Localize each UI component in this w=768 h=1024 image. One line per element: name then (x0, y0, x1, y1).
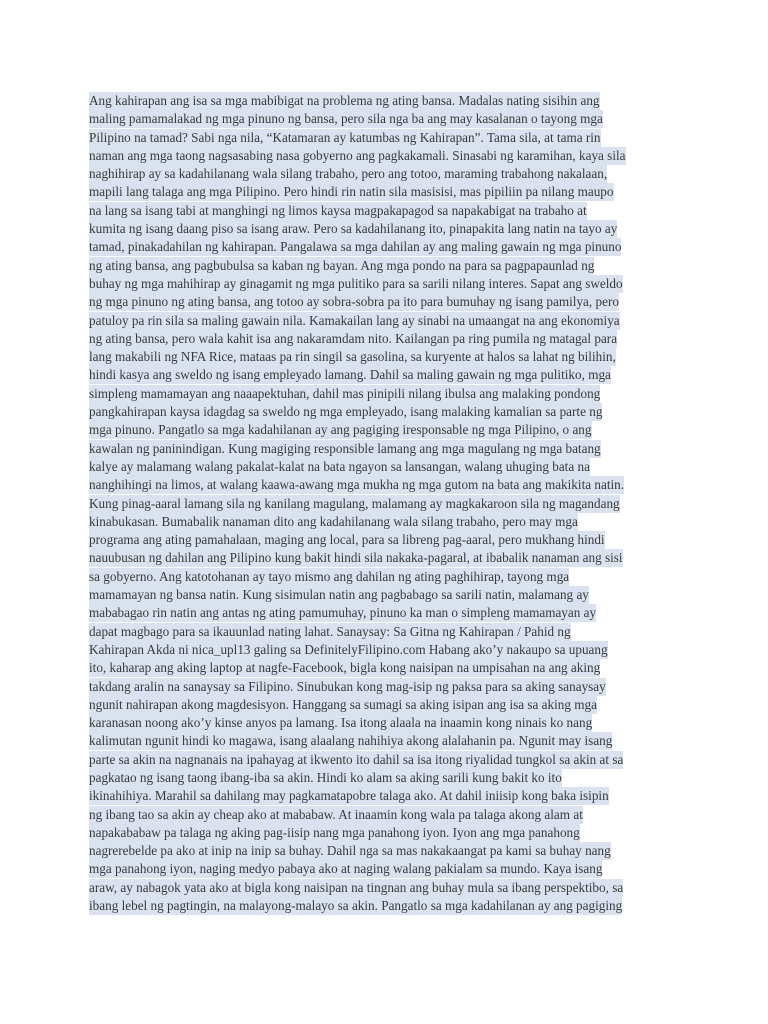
text-line-content: kalimutan ngunit hindi ko magawa, isang alaalang nahihiya akong alalahanin pa. Ngunit may isang (89, 733, 613, 749)
text-line-content: ikinahihiya. Marahil sa dahilang may pagkamatapobre talaga ako. At dahil iniisip kong baka isipin (89, 788, 609, 804)
text-line (89, 220, 679, 238)
text-line-content: ng mga pinuno ng ating bansa, ang totoo ay sobra-sobra pa ito para bumuhay ng isang pamilya, pero (89, 294, 619, 310)
text-line-content: ito, kaharap ang aking laptop at nagfe-Facebook, bigla kong naisipan na umpisahan na ang aking (89, 660, 601, 676)
text-line-content: ng ating bansa, pero wala kahit isa ang nakaramdam nito. Kailangan pa ring pumila ng matagal para (89, 330, 618, 346)
text-line (89, 751, 679, 769)
text-line-content: Kung pinag-aaral lamang sila ng kanilang magulang, malamang ay magkakaroon sila ng magandang (89, 495, 620, 511)
text-line (89, 604, 679, 622)
text-line (89, 623, 679, 641)
text-line (89, 330, 679, 348)
text-line-content: Pilipino na tamad? Sabi nga nila, “Katamaran ay katumbas ng Kahirapan”. Tama sila, at tama rin (89, 129, 601, 145)
text-line (89, 787, 679, 805)
text-line-content: takdang aralin na sanaysay sa Filipino. Sinubukan kong mag-isip ng paksa para sa aking sanaysay (89, 678, 606, 694)
text-line-content: ng ating bansa, ang pagbubulsa sa kaban ng bayan. Ang mga pondo na para sa pagpapaunlad ng (89, 257, 595, 273)
text-line-content: ngunit nahirapan akong magdesisyon. Hanggang sa sumagi sa aking isipan ang isa sa aking mga (89, 696, 597, 712)
text-line (89, 897, 679, 915)
text-line-content: pangkahirapan kaysa idagdag sa sweldo ng mga empleyado, isang malaking kamalian sa parte ng (89, 404, 603, 420)
text-line (89, 860, 679, 878)
text-line (89, 678, 679, 696)
text-line-content: nagrerebelde pa ako at inip na inip sa buhay. Dahil nga sa mas nakakaangat pa kami sa buhay nang (89, 843, 611, 859)
text-line (89, 92, 679, 110)
text-line-content: patuloy pa rin sila sa maling gawain nila. Kamakailan lang ay sinabi na umaangat na ang ekonomiya (89, 312, 620, 328)
text-line (89, 421, 679, 439)
text-line (89, 476, 679, 494)
text-line (89, 769, 679, 787)
text-line-content: sa gobyerno. Ang katotohanan ay tayo mismo ang dahilan ng ating paghihirap, tayong mga (89, 568, 570, 584)
text-line-content: naghihirap ay sa kadahilanang wala silang trabaho, pero ang totoo, maraming trabahong nakalaan, (89, 166, 608, 182)
text-line (89, 842, 679, 860)
text-line (89, 696, 679, 714)
text-line-content: na lang sa isang tabi at manghingi ng limos kaysa magpakapagod sa napakabigat na trabaho at (89, 202, 587, 218)
text-line-content: buhay ng mga mahihirap ay ginagamit ng mga pulitiko para sa sarili nilang interes. Sapat ang sweldo (89, 275, 623, 291)
text-line-content: maling pamamalakad ng mga pinuno ng bansa, pero sila nga ba ang may kasalanan o tayong mga (89, 111, 603, 127)
text-line-content: mapili lang talaga ang mga Pilipino. Pero hindi rin natin sila masisisi, mas pipiliin pa nilang maupo (89, 184, 614, 200)
text-line-content: pagkatao ng isang taong ibang-iba sa akin. Hindi ko alam sa aking sarili kung bakit ko ito (89, 769, 562, 785)
text-line-content: nauubusan ng dahilan ang Pilipino kung bakit hindi sila nakaka-pagaral, at ibabalik nanaman ang sisi (89, 550, 623, 566)
text-line (89, 348, 679, 366)
text-line-content: Kahirapan Akda ni nica_upl13 galing sa DefinitelyFilipino.com Habang ako’y nakaupo sa upuang (89, 641, 608, 657)
text-line-content: mga panahong iyon, naging medyo pabaya ako at naging walang pakialam sa mundo. Kaya isang (89, 861, 603, 877)
text-line-content: mababagao rin natin ang antas ng ating pamumuhay, pinuno ka man o simpleng mamamayan ay (89, 605, 597, 621)
text-line (89, 440, 679, 458)
text-line-content: lang makabili ng NFA Rice, mataas pa rin singil sa gasolina, sa kuryente at halos sa lahat ng bilihin, (89, 349, 616, 365)
text-line-content: mga pinuno. Pangatlo sa mga kadahilanan ay ang pagiging iresponsable ng mga Pilipino, o ang (89, 422, 592, 438)
text-line (89, 531, 679, 549)
document-body (89, 92, 679, 915)
text-line (89, 495, 679, 513)
text-line (89, 257, 679, 275)
text-line (89, 147, 679, 165)
text-line (89, 513, 679, 531)
text-line-content: kinabukasan. Bumabalik nanaman dito ang kadahilanang wala silang trabaho, pero may mga (89, 513, 578, 529)
text-line (89, 202, 679, 220)
text-line-content: programa ang ating pamahalaan, maging ang local, para sa libreng pag-aaral, pero mukhang hindi (89, 532, 605, 548)
text-line-content: araw, ay nabagok yata ako at bigla kong naisipan na tingnan ang buhay mula sa ibang perspektibo, sa (89, 879, 624, 895)
text-line (89, 879, 679, 897)
text-line-content: kawalan ng paninindigan. Kung magiging responsible lamang ang mga magulang ng mga batang (89, 440, 601, 456)
text-line (89, 238, 679, 256)
text-line (89, 714, 679, 732)
text-line-content: nanghihingi na limos, at walang kaawa-awang mga mukha ng mga gutom na bata ang makikita natin. (89, 477, 625, 493)
text-line (89, 385, 679, 403)
text-line-content: kumita ng isang daang piso sa isang araw. Pero sa kadahilanang ito, pinapakita lang natin na tayo ay (89, 221, 618, 237)
text-line (89, 568, 679, 586)
text-line (89, 403, 679, 421)
text-line-content: hindi kasya ang sweldo ng isang empleyado lamang. Dahil sa maling gawain ng mga pulitiko, mga (89, 367, 611, 383)
text-line-content: parte sa akin na nagnanais na ipahayag at ikwento ito dahil sa isa itong riyalidad tungkol sa akin at sa (89, 751, 624, 767)
text-line-content: kalye ay malamang walang pakalat-kalat na bata ngayon sa lansangan, walang uhuging bata na (89, 458, 590, 474)
text-line-content: tamad, pinakadahilan ng kahirapan. Pangalawa sa mga dahilan ay ang maling gawain ng mga pinuno (89, 239, 622, 255)
text-line-content: dapat magbago para sa ikauunlad nating lahat. Sanaysay: Sa Gitna ng Kahirapan / Pahid ng (89, 623, 571, 639)
text-line (89, 806, 679, 824)
text-line (89, 641, 679, 659)
text-line-content: napakababaw pa talaga ng aking pag-iisip nang mga panahong iyon. Iyon ang mga panahong (89, 824, 580, 840)
text-line (89, 366, 679, 384)
text-line (89, 659, 679, 677)
text-line (89, 129, 679, 147)
text-line (89, 293, 679, 311)
text-line (89, 275, 679, 293)
text-line (89, 458, 679, 476)
text-line-content: ibang lebel ng pagtingin, na malayong-malayo sa akin. Pangatlo sa mga kadahilanan ay ang pagiging (89, 898, 623, 914)
text-line-content: mamamayan ng bansa natin. Kung sisimulan natin ang pagbabago sa sarili natin, malamang ay (89, 587, 589, 603)
text-line (89, 824, 679, 842)
text-line (89, 549, 679, 567)
text-line (89, 183, 679, 201)
text-line-content: naman ang mga taong nagsasabing nasa gobyerno ang pagkakamali. Sinasabi ng karamihan, kaya sila (89, 147, 626, 163)
text-line (89, 165, 679, 183)
text-line (89, 586, 679, 604)
text-line (89, 732, 679, 750)
text-line-content: Ang kahirapan ang isa sa mga mabibigat na problema ng ating bansa. Madalas nating sisihin ang (89, 93, 600, 108)
text-line-content: ng ibang tao sa akin ay cheap ako at mababaw. At inaamin kong wala pa talaga akong alam at (89, 806, 583, 822)
text-line-content: simpleng mamamayan ang naaapektuhan, dahil mas pinipili nilang ibulsa ang malaking pondong (89, 385, 601, 401)
text-line (89, 312, 679, 330)
text-line-content: karanasan noong ako’y kinse anyos pa lamang. Isa itong alaala na inaamin kong ninais ko nang (89, 715, 593, 731)
text-line (89, 110, 679, 128)
